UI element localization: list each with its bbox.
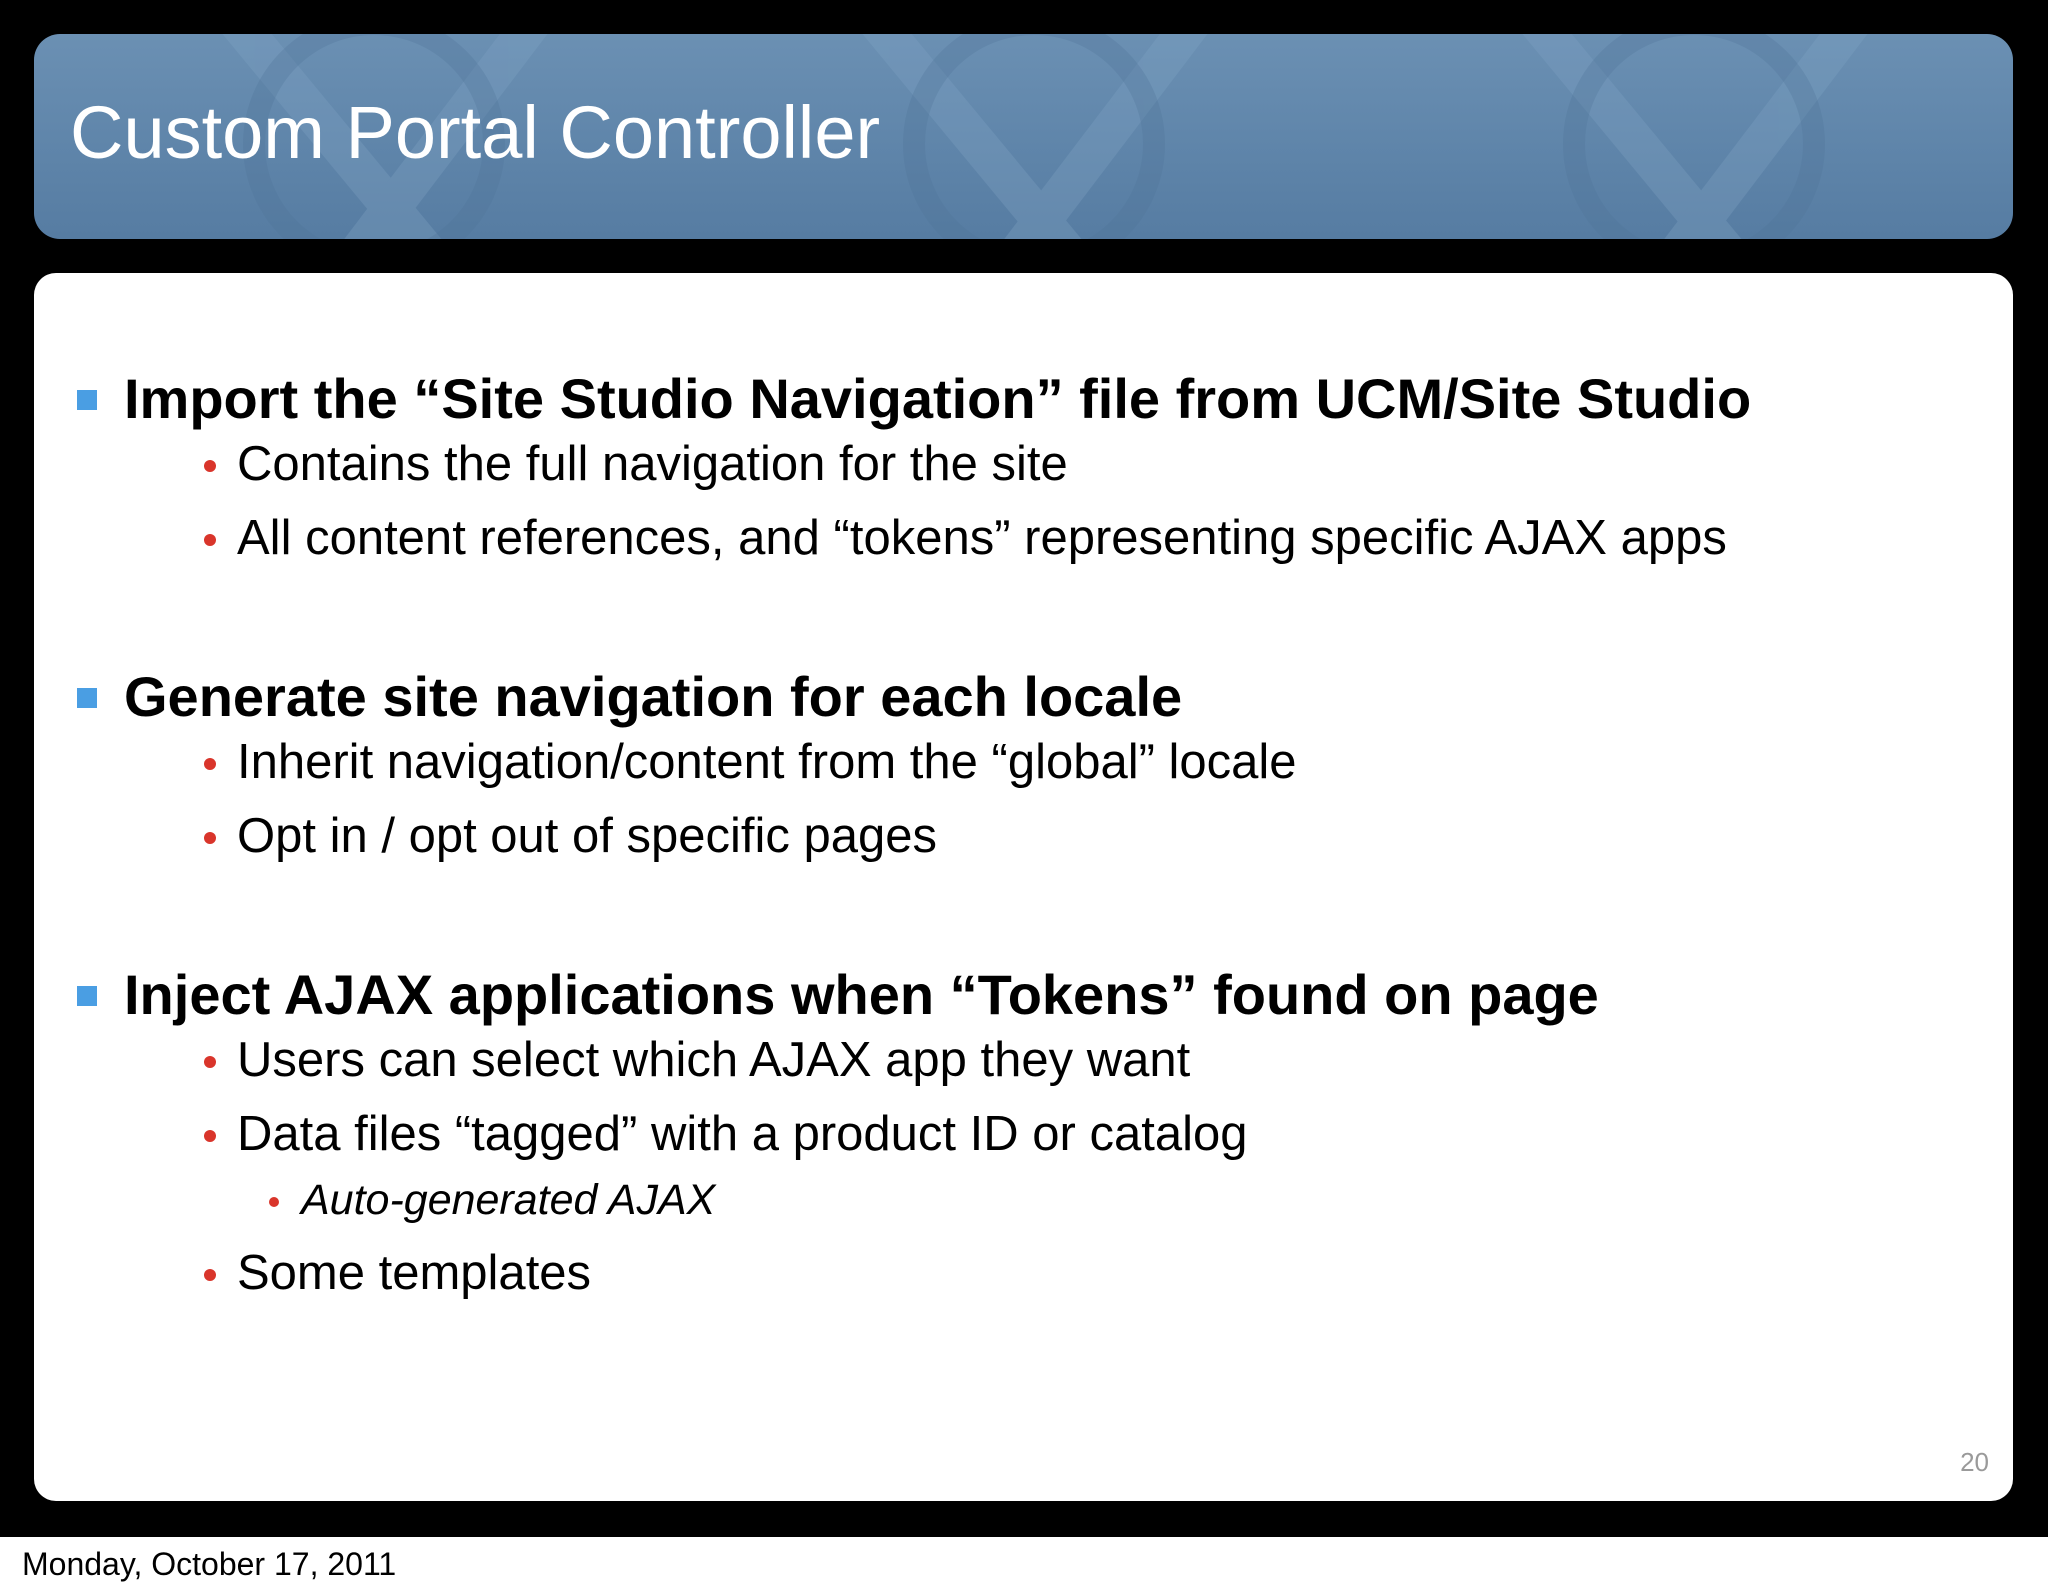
bullet-text: Inherit navigation/content from the “global” locale <box>237 735 1297 789</box>
section-heading-text: Import the “Site Studio Navigation” file from UCM/Site Studio <box>124 367 1752 430</box>
dot-bullet-icon <box>204 758 216 770</box>
page-number: 20 <box>1960 1447 1989 1477</box>
bullet-item <box>237 1107 1248 1161</box>
dot-bullet-icon <box>204 460 216 472</box>
footer-date: Monday, October 17, 2011 <box>22 1546 397 1582</box>
bullet-item <box>237 1033 1191 1087</box>
bullet-text: Contains the full navigation for the site <box>237 437 1068 491</box>
bullet-item <box>237 735 1297 789</box>
bullet-text: Data files “tagged” with a product ID or catalog <box>237 1107 1248 1161</box>
section-heading <box>124 367 1752 430</box>
bullet-text: All content references, and “tokens” representing specific AJAX apps <box>237 511 1727 565</box>
section-heading <box>124 963 1599 1026</box>
dot-bullet-icon <box>204 1269 216 1281</box>
bullet-item <box>237 1246 592 1300</box>
bullet-text: Some templates <box>237 1246 592 1300</box>
dot-bullet-icon <box>269 1197 279 1207</box>
bullet-text: Opt in / opt out of specific pages <box>237 809 938 863</box>
section-heading-text: Inject AJAX applications when “Tokens” found on page <box>124 963 1599 1026</box>
section-heading <box>124 665 1183 728</box>
sub-bullet-text: Auto-generated AJAX <box>301 1176 716 1224</box>
dot-bullet-icon <box>204 832 216 844</box>
square-bullet-icon <box>77 688 97 708</box>
square-bullet-icon <box>77 390 97 410</box>
dot-bullet-icon <box>204 534 216 546</box>
square-bullet-icon <box>77 986 97 1006</box>
slide-title: Custom Portal Controller <box>70 91 881 174</box>
content-panel <box>34 273 2013 1501</box>
bullet-item <box>237 511 1727 565</box>
sub-bullet-item <box>301 1176 716 1224</box>
dot-bullet-icon <box>204 1056 216 1068</box>
section-heading-text: Generate site navigation for each locale <box>124 665 1183 728</box>
title-bar <box>34 34 2013 239</box>
bullet-item <box>237 809 938 863</box>
bullet-item <box>237 437 1068 491</box>
bullet-text: Users can select which AJAX app they want <box>237 1033 1191 1087</box>
dot-bullet-icon <box>204 1130 216 1142</box>
